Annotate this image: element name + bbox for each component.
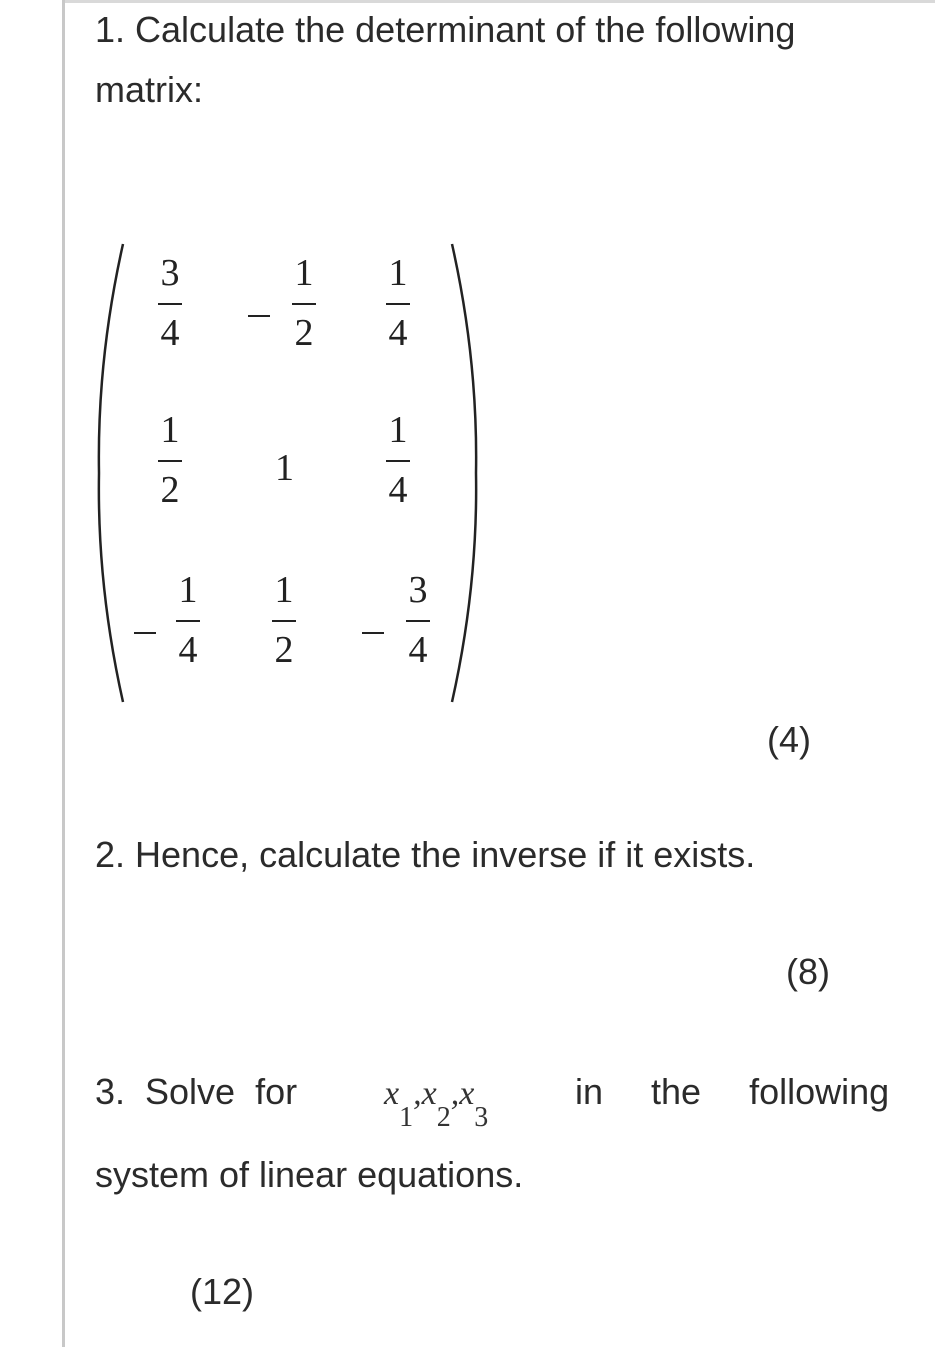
fraction-bar (158, 460, 182, 462)
matrix-cell-r2c1-numerator: 1 (160, 409, 180, 451)
fraction-bar (386, 303, 410, 305)
matrix-cell-r2c1-denominator: 2 (160, 469, 180, 511)
fraction-bar (406, 620, 430, 622)
matrix-left-parenthesis (95, 240, 135, 706)
minus-sign (248, 315, 270, 317)
matrix-cell-r1c2-numerator: 1 (294, 252, 314, 294)
matrix-cell-r2c2-value: 1 (275, 447, 294, 489)
question-1-line1: 1. Calculate the determinant of the following (95, 9, 796, 50)
matrix-cell-r3c2-denominator: 2 (274, 629, 294, 671)
comma: , (413, 1075, 422, 1112)
matrix-cell-r3c1-numerator: 1 (178, 569, 198, 611)
variable-x3: x (459, 1075, 475, 1112)
question-3-end: in the following (575, 1071, 890, 1112)
question-1-marks: (4) (767, 719, 811, 760)
question-1 (95, 0, 895, 120)
matrix-cell-r3c1-denominator: 4 (178, 629, 198, 671)
question-3-variables (384, 1075, 489, 1133)
variable-x1: x (384, 1075, 400, 1112)
fraction-bar (386, 460, 410, 462)
comma: , (450, 1075, 460, 1112)
matrix-cell-r3c3-numerator: 3 (408, 569, 428, 611)
variable-x2: x (421, 1075, 437, 1112)
minus-sign (134, 632, 156, 634)
fraction-bar (176, 620, 200, 622)
matrix-cell-r1c3-denominator: 4 (388, 312, 408, 354)
matrix-cell-r1c1-numerator: 3 (160, 252, 180, 294)
question-3-marks: (12) (190, 1271, 255, 1312)
fraction-bar (292, 303, 316, 305)
subscript-3: 3 (474, 1102, 489, 1133)
question-3-start: 3. Solve for (95, 1071, 298, 1112)
subscript-2: 2 (436, 1102, 451, 1133)
subscript-1: 1 (399, 1102, 414, 1133)
matrix-cell-r1c2-denominator: 2 (294, 312, 314, 354)
question-1-line2: matrix: (95, 69, 203, 110)
question-2-marks: (8) (786, 951, 830, 992)
question-2: 2. Hence, calculate the inverse if it exists. (95, 834, 756, 875)
matrix-cell-r3c3-denominator: 4 (408, 629, 428, 671)
fraction-bar (272, 620, 296, 622)
minus-sign (362, 632, 384, 634)
matrix-right-parenthesis (440, 240, 480, 706)
matrix-cell-r1c1-denominator: 4 (160, 312, 180, 354)
matrix-cell-r2c3-denominator: 4 (388, 469, 408, 511)
fraction-bar (158, 303, 182, 305)
matrix-cell-r3c2-numerator: 1 (274, 569, 294, 611)
matrix-cell-r2c3-numerator: 1 (388, 409, 408, 451)
question-3-line2: system of linear equations. (95, 1154, 524, 1195)
matrix-cell-r1c3-numerator: 1 (388, 252, 408, 294)
left-margin-rule (62, 0, 65, 1347)
